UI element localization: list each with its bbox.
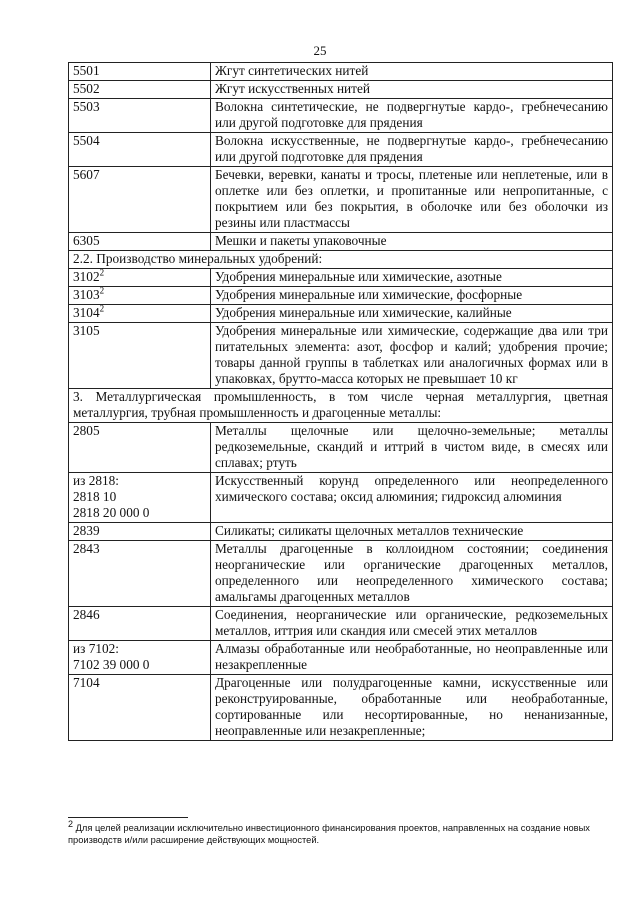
description-cell: Бечевки, веревки, канаты и тросы, плетеные или неплетеные, или в оплетке или без оплетки, и пропитанные или непропитанные, с покрытием или без покрытия, в оболочке или без оболочки из резины или пластмассы: [211, 167, 613, 233]
code-cell: [69, 287, 211, 305]
page-number: 25: [313, 43, 327, 58]
table-row: [69, 99, 613, 133]
table-row: [69, 473, 613, 523]
code-line: [73, 607, 206, 623]
footnote-ref: 2: [99, 303, 105, 314]
table-row: [69, 133, 613, 167]
code-value: 3102: [73, 269, 100, 284]
description-cell: Волокна синтетические, не подвергнутые кардо-, гребнечесанию или другой подготовке для прядения: [211, 99, 613, 133]
code-value: 5607: [73, 167, 100, 182]
code-cell: [69, 423, 211, 473]
code-cell: [69, 523, 211, 541]
code-line: [73, 657, 206, 673]
description-cell: Металлы драгоценные в коллоидном состоянии; соединения неорганические или органические драгоценных металлов, определенного или неопределенного химического состава; амальгамы драгоценных металлов: [211, 541, 613, 607]
code-cell: [69, 63, 211, 81]
code-line: [73, 167, 206, 183]
table-row: [69, 233, 613, 251]
code-value: 2805: [73, 423, 100, 438]
description-cell: Алмазы обработанные или необработанные, но неоправленные или незакрепленные: [211, 641, 613, 675]
table-row: [69, 523, 613, 541]
code-value: 3104: [73, 305, 100, 320]
table-row: [69, 541, 613, 607]
code-line: [73, 473, 206, 489]
code-line: [73, 523, 206, 539]
code-cell: [69, 99, 211, 133]
code-line: [73, 287, 206, 303]
code-value: 5502: [73, 81, 100, 96]
code-cell: [69, 269, 211, 287]
description-cell: Удобрения минеральные или химические, содержащие два или три питательных элемента: азот, фосфор и калий; удобрения прочие; товары данной группы в таблетках или аналогичных формах или в упаковках, брутто-масса которых не превышает 10 кг: [211, 323, 613, 389]
code-line: [73, 323, 206, 339]
code-cell: [69, 541, 211, 607]
table-row: [69, 641, 613, 675]
code-cell: [69, 473, 211, 523]
code-value: 2843: [73, 541, 100, 556]
description-cell: Мешки и пакеты упаковочные: [211, 233, 613, 251]
code-value: 7104: [73, 675, 100, 690]
code-value: 5504: [73, 133, 100, 148]
table-row: [69, 323, 613, 389]
description-cell: Драгоценные или полудрагоценные камни, искусственные или реконструированные, обработанные или необработанные, сортированные или несортированные, но ненанизанные, неоправленные или незакрепленные;: [211, 675, 613, 741]
code-value: из 7102:: [73, 641, 119, 656]
code-value: 2818 10: [73, 489, 117, 504]
footnote-mark: 2: [68, 818, 74, 829]
code-line: [73, 305, 206, 321]
section-row: [69, 251, 613, 269]
description-cell: Жгут синтетических нитей: [211, 63, 613, 81]
code-line: [73, 489, 206, 505]
code-cell: [69, 305, 211, 323]
code-value: 5501: [73, 63, 100, 78]
code-line: [73, 641, 206, 657]
code-line: [73, 505, 206, 521]
description-cell: Волокна искусственные, не подвергнутые кардо-, гребнечесанию или другой подготовке для прядения: [211, 133, 613, 167]
code-line: [73, 63, 206, 79]
code-line: [73, 423, 206, 439]
code-line: [73, 133, 206, 149]
code-value: 3105: [73, 323, 100, 338]
code-value: из 2818:: [73, 473, 119, 488]
description-cell: Удобрения минеральные или химические, фосфорные: [211, 287, 613, 305]
table-row: [69, 305, 613, 323]
code-cell: [69, 133, 211, 167]
description-cell: Удобрения минеральные или химические, азотные: [211, 269, 613, 287]
code-value: 2846: [73, 607, 100, 622]
table-row: [69, 167, 613, 233]
code-cell: [69, 167, 211, 233]
code-cell: [69, 323, 211, 389]
section-heading: 2.2. Производство минеральных удобрений:: [69, 251, 613, 269]
footnote-divider: [68, 817, 188, 818]
code-cell: [69, 675, 211, 741]
table-row: [69, 269, 613, 287]
code-cell: [69, 607, 211, 641]
description-cell: Жгут искусственных нитей: [211, 81, 613, 99]
section-heading: 3. Металлургическая промышленность, в том числе черная металлургия, цветная металлургия, трубная промышленность и драгоценные металлы:: [69, 389, 613, 423]
footnote: [68, 818, 613, 846]
description-cell: Соединения, неорганические или органические, редкоземельных металлов, иттрия или скандия или смесей этих металлов: [211, 607, 613, 641]
description-cell: Силикаты; силикаты щелочных металлов технические: [211, 523, 613, 541]
description-cell: Искусственный корунд определенного или неопределенного химического состава; оксид алюминия; гидроксид алюминия: [211, 473, 613, 523]
code-cell: [69, 641, 211, 675]
code-line: [73, 541, 206, 557]
code-value: 2818 20 000 0: [73, 505, 150, 520]
code-line: [73, 99, 206, 115]
code-value: 7102 39 000 0: [73, 657, 150, 672]
table-row: [69, 63, 613, 81]
section-row: [69, 389, 613, 423]
table-row: [69, 423, 613, 473]
code-value: 6305: [73, 233, 100, 248]
description-cell: Удобрения минеральные или химические, калийные: [211, 305, 613, 323]
table-row: [69, 81, 613, 99]
code-value: 3103: [73, 287, 100, 302]
footnote-ref: 2: [99, 285, 105, 296]
table-row: [69, 287, 613, 305]
table-row: [69, 607, 613, 641]
footnote-ref: 2: [99, 267, 105, 278]
code-cell: [69, 233, 211, 251]
code-cell: [69, 81, 211, 99]
code-value: 2839: [73, 523, 100, 538]
code-value: 5503: [73, 99, 100, 114]
code-line: [73, 675, 206, 691]
code-line: [73, 81, 206, 97]
code-line: [73, 269, 206, 285]
footnote-text: Для целей реализации исключительно инвестиционного финансирования проектов, направленных на создание новых производств и/или расширение действующих мощностей.: [68, 823, 590, 845]
description-cell: Металлы щелочные или щелочно-земельные; металлы редкоземельные, скандий и иттрий в чистом виде, в смесях или сплавах; ртуть: [211, 423, 613, 473]
code-line: [73, 233, 206, 249]
code-table: [68, 62, 613, 741]
table-row: [69, 675, 613, 741]
